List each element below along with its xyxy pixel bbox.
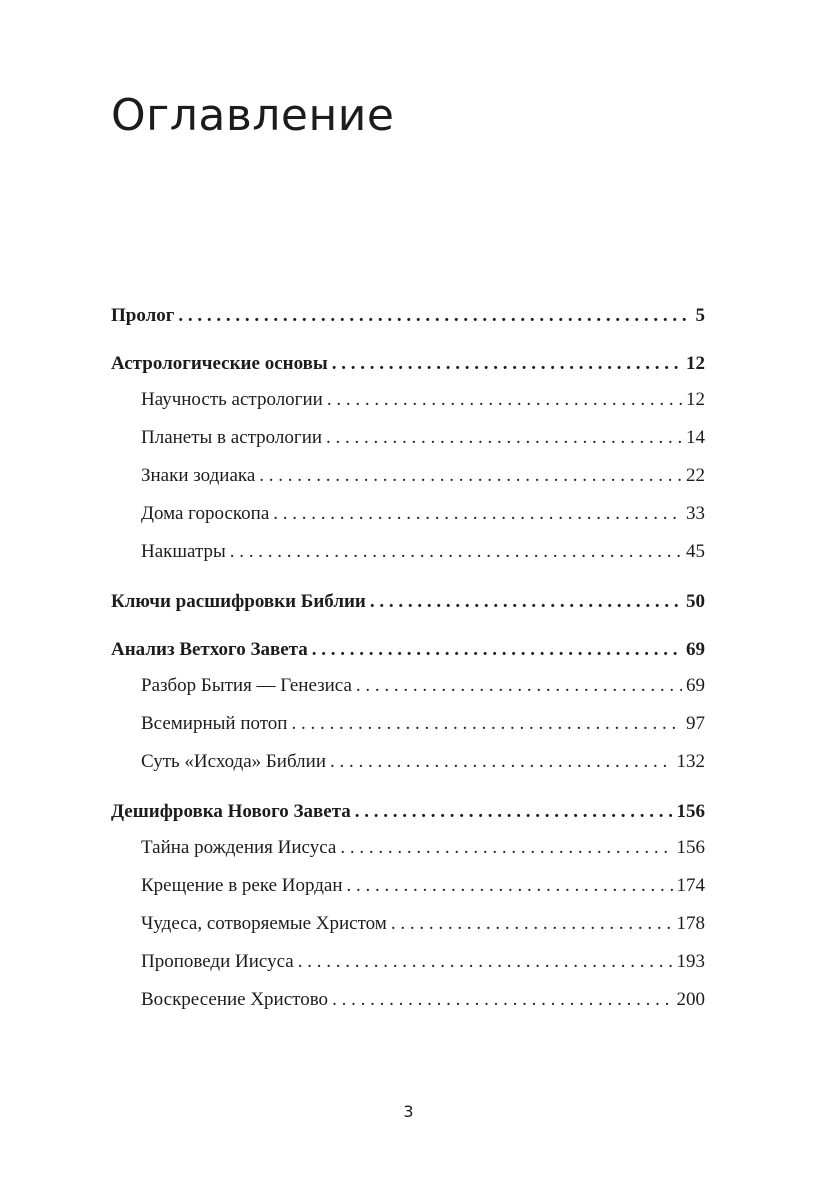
toc-entry-page: 22 bbox=[686, 465, 705, 486]
dot-leader bbox=[327, 385, 682, 415]
dot-leader bbox=[340, 833, 672, 863]
toc-subentry[interactable] bbox=[111, 423, 705, 461]
toc-entry-title: Научность астрологии bbox=[141, 389, 323, 410]
toc-subentry[interactable] bbox=[111, 461, 705, 499]
dot-leader bbox=[330, 747, 673, 777]
toc-subentry[interactable] bbox=[111, 671, 705, 709]
toc-subentry[interactable] bbox=[111, 385, 705, 423]
toc-entry-title: Чудеса, сотворяемые Христом bbox=[141, 913, 387, 934]
toc-entry-page: 69 bbox=[686, 675, 705, 696]
toc-subentry[interactable] bbox=[111, 909, 705, 947]
toc-entry-title: Всемирный потоп bbox=[141, 713, 288, 734]
dot-leader bbox=[355, 797, 673, 827]
dot-leader bbox=[332, 985, 672, 1015]
toc-subentry[interactable] bbox=[111, 537, 705, 575]
toc-entry-title: Крещение в реке Иордан bbox=[141, 875, 343, 896]
toc-entry-page: 33 bbox=[686, 503, 705, 524]
toc-entry-title: Суть «Исхода» Библии bbox=[141, 751, 326, 772]
toc-subentry[interactable] bbox=[111, 947, 705, 985]
toc-entry-page: 156 bbox=[676, 801, 705, 822]
toc-entry-page: 69 bbox=[686, 639, 705, 660]
dot-leader bbox=[178, 301, 691, 331]
toc-entry-title: Дома гороскопа bbox=[141, 503, 270, 524]
toc-entry-title: Планеты в астрологии bbox=[141, 427, 323, 448]
toc-entry-title: Воскресение Христово bbox=[141, 989, 329, 1010]
toc-subentry[interactable] bbox=[111, 747, 705, 785]
toc-chapter-entry[interactable] bbox=[111, 349, 705, 385]
dot-leader bbox=[326, 423, 682, 453]
toc-chapter-entry[interactable] bbox=[111, 797, 705, 833]
toc-subentry[interactable] bbox=[111, 985, 705, 1023]
toc-entry-page: 45 bbox=[686, 541, 705, 562]
dot-leader bbox=[298, 947, 673, 977]
dot-leader bbox=[259, 461, 682, 491]
toc-chapter-entry[interactable] bbox=[111, 635, 705, 671]
toc-entry-title: Анализ Ветхого Завета bbox=[111, 639, 308, 660]
toc-entry-title: Астрологические основы bbox=[111, 353, 328, 374]
toc-chapter-entry[interactable] bbox=[111, 301, 705, 337]
toc-section-old-testament bbox=[111, 635, 705, 785]
dot-leader bbox=[273, 499, 682, 529]
toc-entry-page: 178 bbox=[676, 913, 705, 934]
toc-entry-title: Накшатры bbox=[141, 541, 226, 562]
toc-section-bible-keys bbox=[111, 587, 705, 623]
dot-leader bbox=[230, 537, 682, 567]
toc-entry-page: 174 bbox=[676, 875, 705, 896]
toc-entry-title: Ключи расшифровки Библии bbox=[111, 591, 366, 612]
toc-entry-page: 193 bbox=[676, 951, 705, 972]
toc-entry-page: 12 bbox=[686, 353, 705, 374]
toc-entry-page: 97 bbox=[686, 713, 705, 734]
page-title: Оглавление bbox=[111, 90, 395, 141]
toc-entry-page: 14 bbox=[686, 427, 705, 448]
toc-subentry[interactable] bbox=[111, 499, 705, 537]
toc-entry-title: Разбор Бытия — Генезиса bbox=[141, 675, 352, 696]
toc-entry-title: Дешифровка Нового Завета bbox=[111, 801, 351, 822]
dot-leader bbox=[356, 671, 682, 701]
dot-leader bbox=[312, 635, 682, 665]
toc-subentry[interactable] bbox=[111, 833, 705, 871]
toc-entry-page: 5 bbox=[695, 305, 705, 326]
toc-entry-title: Пролог bbox=[111, 305, 175, 326]
dot-leader bbox=[291, 709, 682, 739]
dot-leader bbox=[370, 587, 682, 617]
toc-entry-page: 12 bbox=[686, 389, 705, 410]
dot-leader bbox=[347, 871, 673, 901]
toc-subentry[interactable] bbox=[111, 709, 705, 747]
dot-leader bbox=[391, 909, 673, 939]
toc-section-new-testament bbox=[111, 797, 705, 1023]
dot-leader bbox=[332, 349, 682, 379]
toc-entry-title: Знаки зодиака bbox=[141, 465, 256, 486]
toc-entry-page: 200 bbox=[676, 989, 705, 1010]
toc-entry-page: 132 bbox=[676, 751, 705, 772]
toc-entry-page: 50 bbox=[686, 591, 705, 612]
toc-section-astrology bbox=[111, 349, 705, 575]
toc-subentry[interactable] bbox=[111, 871, 705, 909]
toc-entry-page: 156 bbox=[676, 837, 705, 858]
toc-section-prologue bbox=[111, 301, 705, 337]
table-of-contents bbox=[111, 301, 705, 1035]
toc-entry-title: Проповеди Иисуса bbox=[141, 951, 294, 972]
toc-entry-title: Тайна рождения Иисуса bbox=[141, 837, 337, 858]
toc-chapter-entry[interactable] bbox=[111, 587, 705, 623]
page-number: 3 bbox=[403, 1102, 414, 1121]
